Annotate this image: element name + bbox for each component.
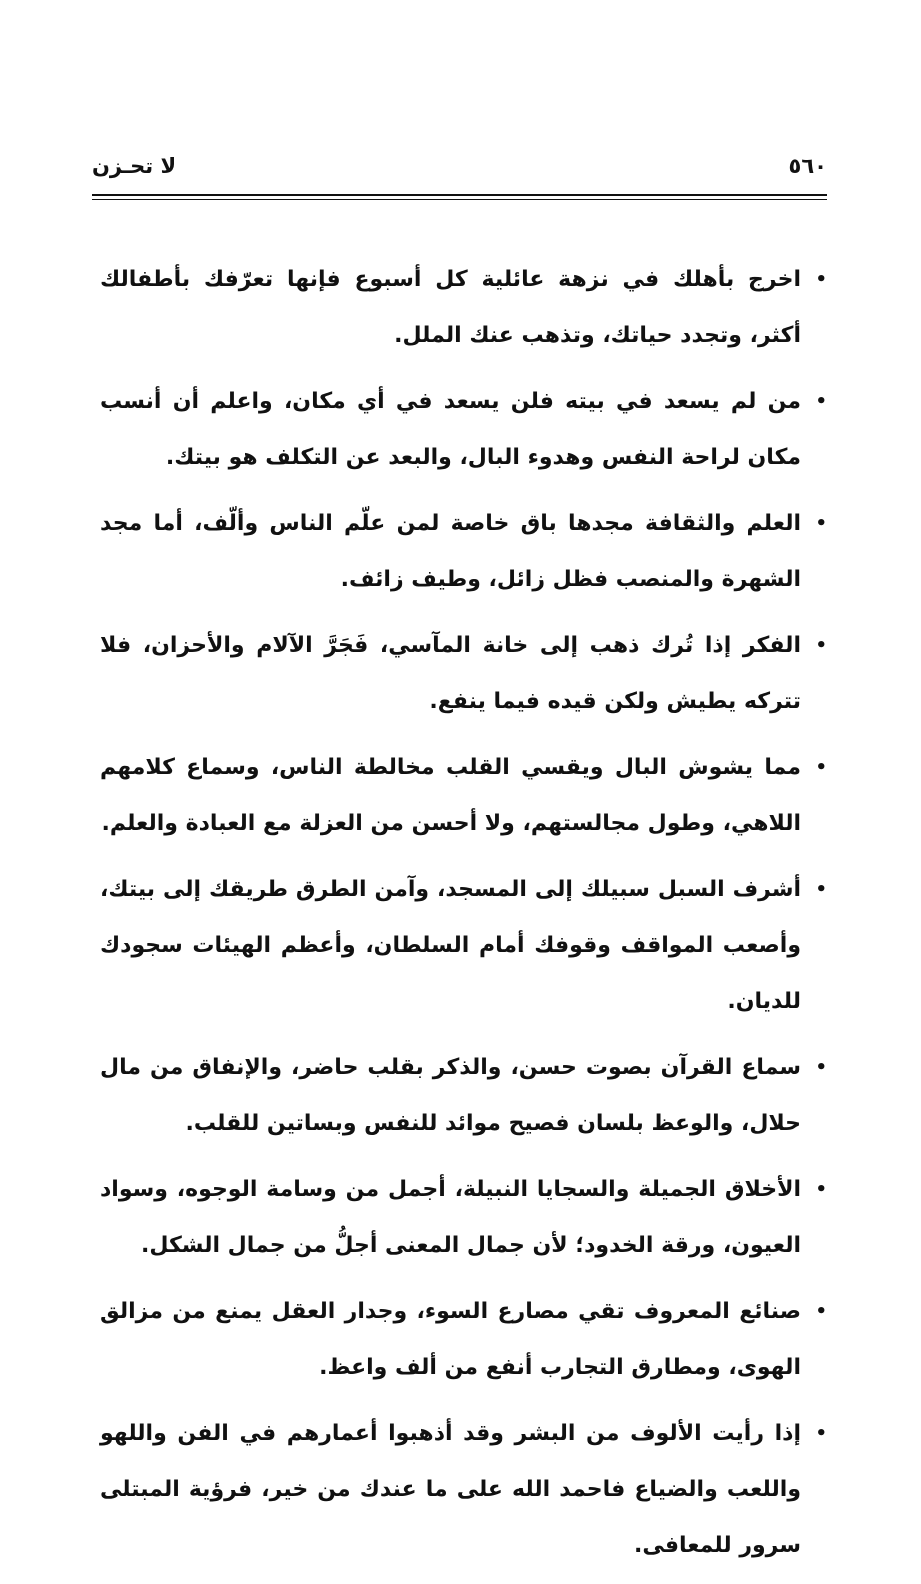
bullet-item-4: [100, 618, 827, 730]
bullet-icon: •: [815, 1057, 827, 1078]
bullet-item-5: [100, 740, 827, 852]
page-body: [100, 252, 827, 1584]
bullet-icon: •: [815, 757, 827, 778]
bullet-text: اخرج بأهلك في نزهة عائلية كل أسبوع فإنها تعرّفك بأطفالك أكثر، وتجدد حياتك، وتذهب عنك الملل.: [100, 267, 801, 348]
bullet-icon: •: [815, 513, 827, 534]
bullet-text: الأخلاق الجميلة والسجايا النبيلة، أجمل من وسامة الوجوه، وسواد العيون، ورقة الخدود؛ لأن جمال المعنى أجلُّ من جمال الشكل.: [100, 1177, 801, 1258]
bullet-text: سماع القرآن بصوت حسن، والذكر بقلب حاضر، والإنفاق من مال حلال، والوعظ بلسان فصيح موائد للنفس وبساتين للقلب.: [100, 1055, 801, 1136]
header-rule-thin: [92, 199, 827, 200]
bullet-text: إذا رأيت الألوف من البشر وقد أذهبوا أعمارهم في الفن واللهو واللعب والضياع فاحمد الله على ما عندك من خير، فرؤية المبتلى سرور للمعافى.: [100, 1421, 801, 1558]
bullet-icon: •: [815, 1423, 827, 1444]
book-title: لا تحـزن: [92, 154, 177, 178]
page-header: [92, 150, 827, 184]
bullet-item-7: [100, 1040, 827, 1152]
bullet-item-10: [100, 1406, 827, 1574]
bullet-text: صنائع المعروف تقي مصارع السوء، وجدار العقل يمنع من مزالق الهوى، ومطارق التجارب أنفع من ألف واعظ.: [100, 1299, 801, 1380]
bullet-item-6: [100, 862, 827, 1030]
bullet-icon: •: [815, 391, 827, 412]
bullet-text: من لم يسعد في بيته فلن يسعد في أي مكان، واعلم أن أنسب مكان لراحة النفس وهدوء البال، والبعد عن التكلف هو بيتك.: [100, 389, 801, 470]
bullet-text: العلم والثقافة مجدها باق خاصة لمن علّم الناس وألّف، أما مجد الشهرة والمنصب فظل زائل، وطيف زائف.: [100, 511, 801, 592]
bullet-item-8: [100, 1162, 827, 1274]
bullet-text: الفكر إذا تُرك ذهب إلى خانة المآسي، فَجَرَّ الآلام والأحزان، فلا تتركه يطيش ولكن قيده فيما ينفع.: [100, 633, 801, 714]
bullet-item-9: [100, 1284, 827, 1396]
bullet-text: أشرف السبل سبيلك إلى المسجد، وآمن الطرق طريقك إلى بيتك، وأصعب المواقف وقوفك أمام السلطان، وأعظم الهيئات سجودك للديان.: [100, 877, 801, 1014]
bullet-icon: •: [815, 635, 827, 656]
bullet-icon: •: [815, 1301, 827, 1322]
bullet-text: مما يشوش البال ويقسي القلب مخالطة الناس، وسماع كلامهم اللاهي، وطول مجالستهم، ولا أحسن من العزلة مع العبادة والعلم.: [100, 755, 801, 836]
bullet-icon: •: [815, 1179, 827, 1200]
bullet-item-1: [100, 252, 827, 364]
bullet-item-2: [100, 374, 827, 486]
bullet-item-3: [100, 496, 827, 608]
bullet-icon: •: [815, 879, 827, 900]
bullet-icon: •: [815, 269, 827, 290]
header-rule-thick: [92, 194, 827, 196]
page-number: ٥٦٠: [788, 154, 827, 178]
